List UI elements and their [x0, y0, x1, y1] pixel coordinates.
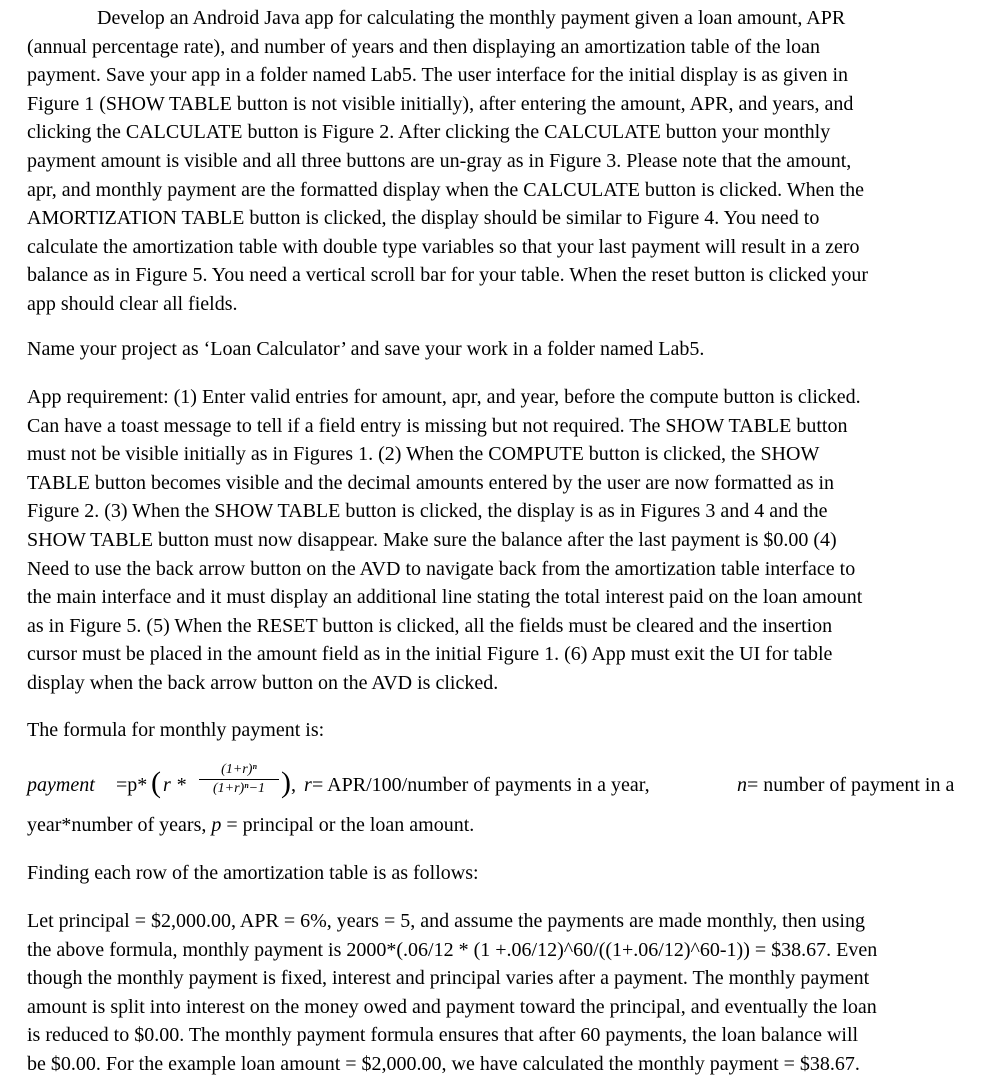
requirements-paragraph	[27, 383, 977, 698]
text-line	[27, 811, 977, 840]
text-line: The formula for monthly payment is:	[27, 719, 325, 741]
formula-comma: ,	[291, 774, 296, 796]
text-line: Need to use the back arrow button on the AVD to navigate back from the amortization table interface to	[27, 557, 856, 580]
text-line: calculate the amortization table with double type variables so that your last payment will result in a zero	[27, 235, 860, 258]
text-line: must not be visible initially as in Figures 1. (2) When the COMPUTE button is clicked, the SHOW	[27, 443, 820, 466]
text-line: is reduced to $0.00. The monthly payment formula ensures that after 60 payments, the loan balance will	[27, 1024, 859, 1047]
formula-r-star: r *	[163, 774, 186, 796]
text-line: balance as in Figure 5. You need a vertical scroll bar for your table. When the reset button is clicked your	[27, 264, 869, 287]
formula-close-paren: )	[281, 766, 291, 799]
formula-fraction	[199, 762, 279, 797]
fraction-bar	[199, 779, 279, 780]
text-line: TABLE button becomes visible and the decimal amounts entered by the user are now formatted as in	[27, 471, 835, 494]
text-line: payment. Save your app in a folder named Lab5. The user interface for the initial display is as given in	[27, 64, 849, 87]
text-line: (annual percentage rate), and number of years and then displaying an amortization table of the loan	[27, 35, 821, 58]
text-line: apr, and monthly payment are the formatted display when the CALCULATE button is clicked. When the	[27, 178, 864, 201]
formula-n-var: n	[737, 774, 747, 796]
text-line: clicking the CALCULATE button is Figure 2. After clicking the CALCULATE button your monthly	[27, 121, 831, 144]
text-line: Can have a toast message to tell if a field entry is missing but not required. The SHOW TABLE button	[27, 414, 848, 437]
text-line: Develop an Android Java app for calculating the monthly payment given a loan amount, APR	[97, 7, 846, 29]
project-name-paragraph	[27, 335, 977, 364]
formula-payment-label: payment	[27, 774, 95, 796]
formula-intro	[27, 716, 977, 745]
text-line: app should clear all fields.	[27, 292, 238, 315]
text-line: Finding each row of the amortization table is as follows:	[27, 862, 479, 884]
text-line: cursor must be placed in the amount field as in the initial Figure 1. (6) App must exit the UI for table	[27, 643, 833, 666]
text-line: amount is split into interest on the money owed and payment toward the principal, and eventually the loan	[27, 995, 877, 1018]
formula-open-paren: (	[151, 766, 161, 799]
formula-p-var: p	[211, 814, 222, 836]
formula-years-text: year*number of years,	[27, 814, 212, 836]
text-line: AMORTIZATION TABLE button is clicked, the display should be similar to Figure 4. You need to	[27, 207, 820, 230]
text-line: Name your project as ‘Loan Calculator’ and save your work in a folder named Lab5.	[27, 338, 705, 360]
formula-denominator: (1+r)ⁿ−1	[212, 781, 266, 796]
text-line: the main interface and it must display an additional line stating the total interest paid on the loan amount	[27, 586, 863, 609]
text-line: display when the back arrow button on the AVD is clicked.	[27, 671, 499, 694]
formula-continuation	[27, 811, 977, 840]
example-paragraph	[27, 907, 977, 1079]
formula-p-definition: = principal or the loan amount.	[221, 814, 475, 836]
text-line: Figure 2. (3) When the SHOW TABLE button is clicked, the display is as in Figures 3 and 4 and the	[27, 500, 828, 523]
intro-paragraph	[27, 4, 977, 319]
text-line: though the monthly payment is fixed, interest and principal varies after a payment. The monthly payment	[27, 967, 870, 990]
text-line: Figure 1 (SHOW TABLE button is not visible initially), after entering the amount, APR, and years, and	[27, 92, 854, 115]
text-line: be $0.00. For the example loan amount = $2,000.00, we have calculated the monthly payment = $38.67.	[27, 1052, 860, 1075]
text-line: payment amount is visible and all three buttons are un-gray as in Figure 3. Please note that the amount,	[27, 149, 852, 172]
formula-r-var: r	[304, 774, 312, 796]
amortization-intro	[27, 859, 977, 888]
text-line: SHOW TABLE button must now disappear. Make sure the balance after the last payment is $0.00 (4)	[27, 528, 837, 551]
formula-numerator: (1+r)ⁿ	[221, 762, 257, 777]
text-line: as in Figure 5. (5) When the RESET button is clicked, all the fields must be cleared and the insertion	[27, 614, 833, 637]
formula-n-definition: = number of payment in a	[747, 774, 955, 796]
formula-equals: =p*	[116, 774, 148, 796]
payment-formula	[27, 760, 987, 810]
text-line: App requirement: (1) Enter valid entries for amount, apr, and year, before the compute button is clicked.	[27, 386, 861, 408]
formula-r-definition: = APR/100/number of payments in a year,	[312, 774, 650, 796]
text-line: Let principal = $2,000.00, APR = 6%, years = 5, and assume the payments are made monthly, then using	[27, 910, 865, 932]
text-line: the above formula, monthly payment is 2000*(.06/12 * (1 +.06/12)^60/((1+.06/12)^60-1)) = $38.67. Even	[27, 938, 878, 961]
